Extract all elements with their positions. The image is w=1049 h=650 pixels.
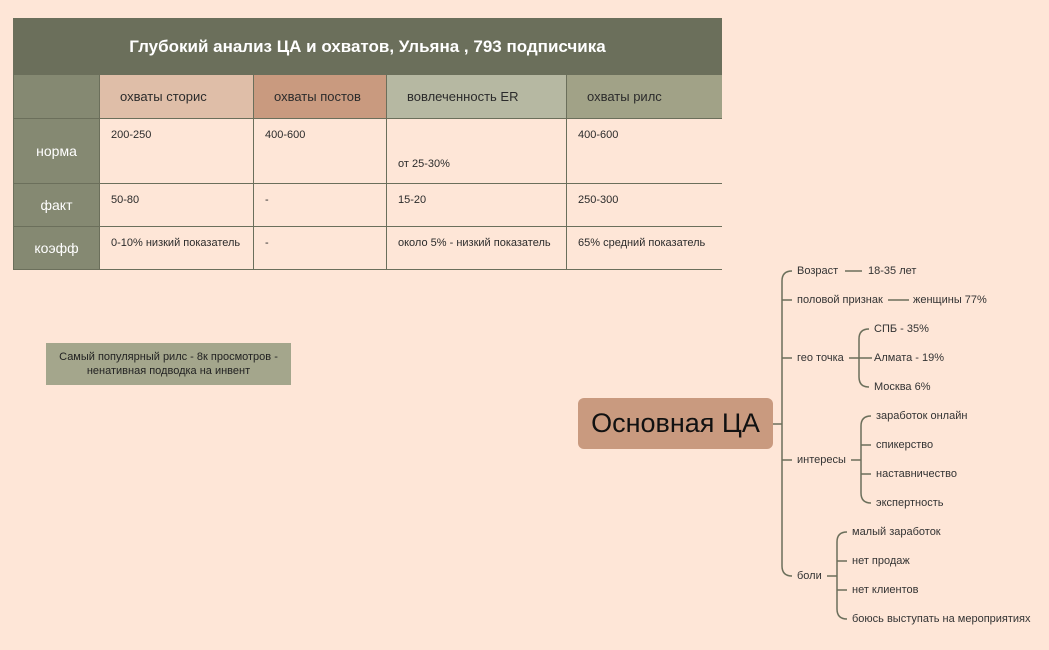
header-stories: охваты сторис [100,75,254,119]
geo-item: СПБ - 35% [874,323,929,335]
mindmap-center-node: Основная ЦА [578,398,773,449]
pain-item: боюсь выступать на мероприятиях [852,613,1031,625]
table-title: Глубокий анализ ЦА и охватов, Ульяна , 793 подписчика [14,19,721,75]
cell: 15-20 [387,184,567,227]
note-box: Самый популярный рилс - 8к просмотров - ненативная подводка на инвент [46,343,291,385]
cell: от 25-30% [387,119,567,184]
cell: - [254,184,387,227]
row-label-coeff: коэфф [14,227,100,269]
cell: - [254,227,387,269]
cell: 50-80 [100,184,254,227]
row-label-fact: факт [14,184,100,227]
interest-item: спикерство [876,439,934,451]
interest-item: заработок онлайн [876,410,968,422]
cell: 0-10% низкий показатель [100,227,254,269]
row-label-norm: норма [14,119,100,184]
interest-item: наставничество [876,468,958,480]
branch-geo: гео точка [797,352,844,364]
cell: 250-300 [567,184,722,227]
header-posts: охваты постов [254,75,387,119]
cell: около 5% - низкий показатель [387,227,567,269]
cell: 200-250 [100,119,254,184]
geo-item: Алмата - 19% [874,352,945,364]
pain-item: малый заработок [852,526,941,538]
branch-pains: боли [797,570,822,582]
header-reels: охваты рилс [567,75,722,119]
header-er: вовлеченность ER [387,75,567,119]
cell: 65% средний показатель [567,227,722,269]
geo-item: Москва 6% [874,381,931,393]
branch-age: Возраст [797,265,839,277]
pain-item: нет клиентов [852,584,919,596]
cell: 400-600 [567,119,722,184]
age-value: 18-35 лет [868,265,917,277]
sex-value: женщины 77% [913,294,987,306]
interest-item: экспертность [876,497,944,509]
branch-interests: интересы [797,454,846,466]
branch-sex: половой признак [797,294,883,306]
cell: 400-600 [254,119,387,184]
pain-item: нет продаж [852,555,910,567]
